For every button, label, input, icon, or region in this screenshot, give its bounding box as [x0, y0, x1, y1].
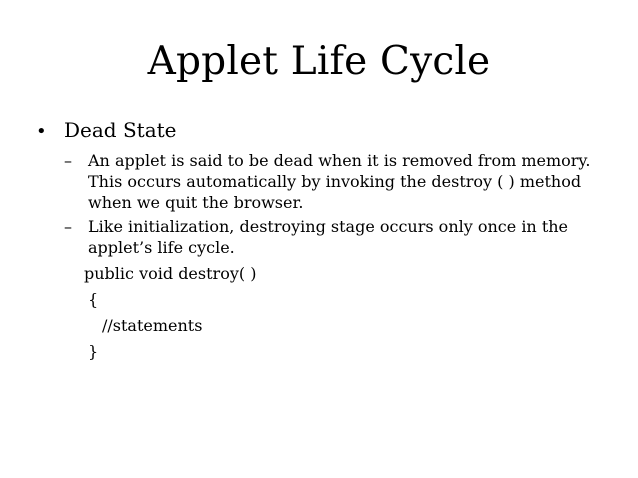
- code-method-signature: public void destroy( ): [84, 264, 257, 283]
- code-comment: //statements: [102, 316, 203, 335]
- bullet-dot-icon: •: [36, 121, 47, 142]
- sub-item-text: An applet is said to be dead when it is removed from memory. This occurs automatically by invoking the destroy ( ) method when we quit the browser.: [88, 151, 591, 212]
- code-open-brace: {: [88, 290, 99, 309]
- sub-item-lifecycle-note: [64, 216, 604, 258]
- dash-icon: –: [64, 217, 72, 236]
- bullet-item-dead-state: [36, 117, 177, 145]
- sub-item-definition: [64, 150, 604, 213]
- slide-title: Applet Life Cycle: [147, 39, 491, 84]
- code-close-brace: }: [88, 342, 99, 361]
- bullet-text: Dead State: [64, 118, 177, 142]
- sub-item-text: Like initialization, destroying stage occurs only once in the applet’s life cycle.: [88, 217, 569, 257]
- dash-icon: –: [64, 151, 72, 170]
